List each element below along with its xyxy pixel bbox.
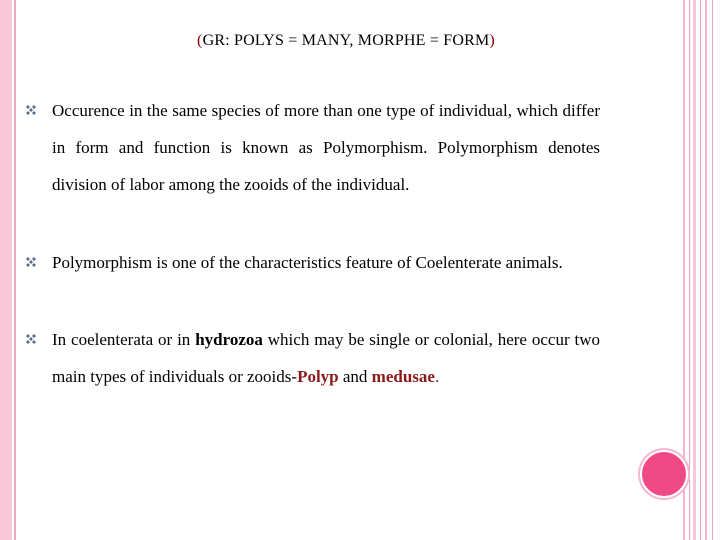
diamond-bullet-icon — [25, 333, 37, 345]
right-stripe — [712, 0, 713, 540]
diamond-bullet-icon — [25, 256, 37, 268]
heading-text: GR: POLYS = MANY, MORPHE = FORM — [202, 32, 490, 49]
slide-heading — [0, 32, 692, 50]
left-border-line — [14, 0, 16, 540]
term-medusae: medusae — [371, 367, 435, 386]
heading-open-paren: ( — [197, 32, 203, 49]
decorative-circle — [640, 450, 688, 498]
heading-close-paren: ) — [489, 32, 495, 49]
p3-text-end: . — [434, 367, 440, 386]
bullet-paragraph-1: Occurence in the same species of more than one type of individual, which differ in form and function is known as Polymorphism. Polymorphism denotes division of labor among the zooids of the individual. — [52, 101, 600, 194]
term-hydrozoa: hydrozoa — [195, 330, 263, 349]
diamond-bullet-icon — [25, 104, 37, 116]
right-stripe — [700, 0, 701, 540]
right-stripe — [693, 0, 696, 540]
term-polyp: Polyp — [297, 367, 339, 386]
p3-text-middle: which may be single or colonial, here occur two main types of individuals or zooids- — [52, 330, 600, 386]
right-stripe — [689, 0, 690, 540]
p3-text-and: and — [338, 367, 372, 386]
left-border-decoration — [0, 0, 12, 540]
bullet-paragraph-2: Polymorphism is one of the characteristics feature of Coelenterate animals. — [52, 253, 563, 272]
bullet-paragraph-3 — [52, 321, 600, 395]
p3-text-before: In coelenterata or in — [52, 330, 196, 349]
right-stripe — [705, 0, 707, 540]
